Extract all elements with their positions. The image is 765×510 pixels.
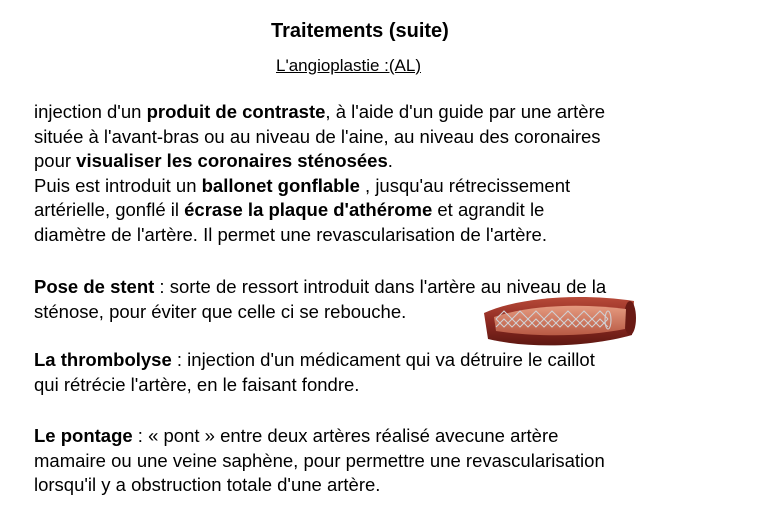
text-line: Puis est introduit un ballonet gonflable , jusqu'au rétrecissement xyxy=(34,174,571,196)
section-subtitle: L'angioplastie :(AL) xyxy=(276,56,421,75)
text-line: mamaire ou une veine saphène, pour permettre une revascularisation xyxy=(34,449,605,471)
bold-term: La thrombolyse xyxy=(34,349,172,370)
bold-term: visualiser les coronaires sténosées xyxy=(76,150,388,171)
text-line: Pose de stent : sorte de ressort introduit dans l'artère au niveau de la xyxy=(34,276,607,297)
text-line: La thrombolyse : injection d'un médicament qui va détruire le caillot xyxy=(34,349,595,370)
text-line: sténose, pour éviter que celle ci se rebouche. xyxy=(34,300,407,322)
angioplastie-paragraph xyxy=(34,100,734,247)
text-line: pour visualiser les coronaires sténosées. xyxy=(34,150,393,171)
bold-term: produit de contraste xyxy=(146,101,326,122)
page-title: Traitements (suite) xyxy=(271,20,449,42)
text-line: lorsqu'il y a obstruction totale d'une artère. xyxy=(34,474,381,495)
bold-term: Le pontage xyxy=(34,425,133,446)
thrombolyse-paragraph xyxy=(34,348,734,397)
text-line: diamètre de l'artère. Il permet une revascularisation de l'artère. xyxy=(34,223,547,245)
text-line: artérielle, gonflé il écrase la plaque d'athérome et agrandit le xyxy=(34,199,545,220)
text-line: injection d'un produit de contraste, à l'aide d'un guide par une artère xyxy=(34,101,606,122)
artery-opening xyxy=(624,301,636,335)
pontage-paragraph xyxy=(34,424,734,498)
bold-term: écrase la plaque d'athérome xyxy=(184,199,433,220)
text-line: située à l'avant-bras ou au niveau de l'aine, au niveau des coronaires xyxy=(34,125,601,147)
stent-artery-illustration xyxy=(480,291,638,349)
text-line: qui rétrécie l'artère, en le faisant fondre. xyxy=(34,373,360,395)
bold-term: Pose de stent xyxy=(34,276,155,297)
bold-term: ballonet gonflable xyxy=(201,174,360,196)
text-line: Le pontage : « pont » entre deux artères réalisé avecune artère xyxy=(34,425,559,446)
